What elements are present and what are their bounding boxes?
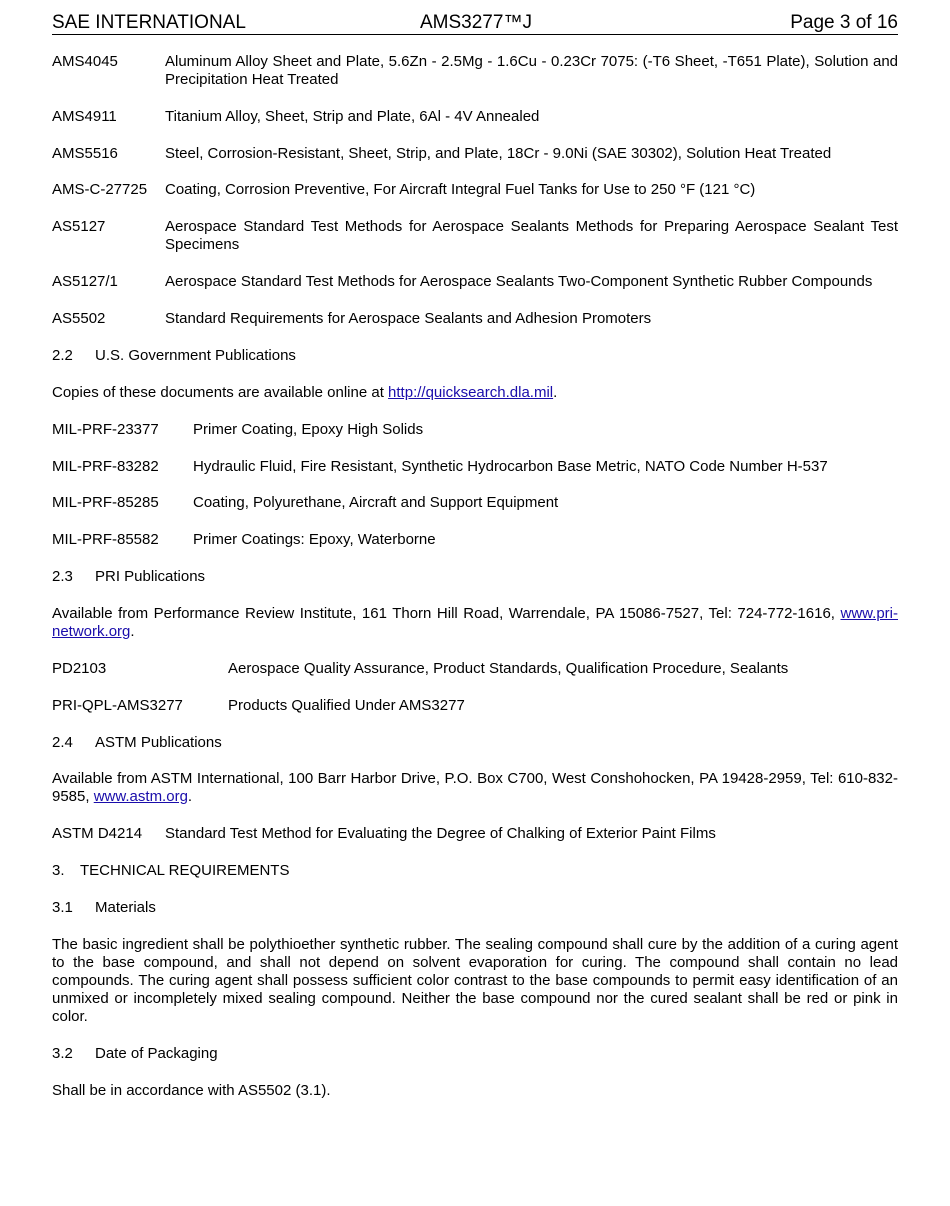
availability-end: . [130,623,135,640]
reference-title: Coating, Polyurethane, Aircraft and Support Equipment [193,494,559,511]
materials-paragraph: The basic ingredient shall be polythioether synthetic rubber. The sealing compound shall cure by the addition of a curing agent to the base compound, and shall not depend on solvent evaporation for curing. The compound shall contain no lead compounds. The curing agent shall possess sufficient color contrast to the base compounds to permit easy identification of an unmixed or incompletely mixed sealing compound. Neither the base compound nor the cured sealant shall be red or pink in color. [52,936,898,1025]
reference-code: MIL-PRF-23377 [52,421,159,438]
reference-title: Aerospace Quality Assurance, Product Standards, Qualification Procedure, Sealants [228,660,789,677]
reference-title: Primer Coating, Epoxy High Solids [193,421,424,438]
section-heading [52,568,898,586]
reference-code: AS5127/1 [52,273,118,290]
header-org: SAE INTERNATIONAL [52,12,246,33]
quicksearch-link[interactable]: http://quicksearch.dla.mil [388,384,554,401]
section-number: 2.2 [52,347,73,364]
reference-code: AMS4911 [52,108,117,125]
reference-code: PD2103 [52,660,107,677]
reference-title: Steel, Corrosion-Resistant, Sheet, Strip, and Plate, 18Cr - 9.0Ni (SAE 30302), Solution Heat Treated [165,145,832,162]
section-number: 3. [52,862,65,879]
reference-code: AS5127 [52,218,106,235]
reference-code: MIL-PRF-85582 [52,531,159,548]
section-heading [52,899,898,917]
section-title: U.S. Government Publications [95,347,296,364]
reference-code: AMS5516 [52,145,118,162]
availability-note [52,384,898,402]
section-number: 3.2 [52,1045,73,1062]
reference-title: Coating, Corrosion Preventive, For Aircraft Integral Fuel Tanks for Use to 250 °F (121 °C) [165,181,756,198]
astm-link[interactable]: www.astm.org [93,788,188,805]
section-title: TECHNICAL REQUIREMENTS [80,862,290,879]
reference-title: Titanium Alloy, Sheet, Strip and Plate, 6Al - 4V Annealed [165,108,540,125]
reference-code: PRI-QPL-AMS3277 [52,697,183,714]
reference-title: Aluminum Alloy Sheet and Plate, 5.6Zn - 2.5Mg - 1.6Cu - 0.23Cr 7075: (-T6 Sheet, -T651 Plate), Solution and Precipitation Heat Treated [165,53,898,88]
reference-title: Aerospace Standard Test Methods for Aerospace Sealants Methods for Preparing Aerospace Sealant Test Specimens [165,218,898,253]
reference-title: Aerospace Standard Test Methods for Aerospace Sealants Two-Component Synthetic Rubber Compounds [165,273,873,290]
availability-text: Available from Performance Review Institute, 161 Thorn Hill Road, Warrendale, PA 15086-7527, Tel: 724-772-1616, [52,605,841,622]
section-title: Date of Packaging [95,1045,218,1062]
packaging-paragraph: Shall be in accordance with AS5502 (3.1). [52,1082,331,1099]
header-page-number: Page 3 of 16 [790,12,898,33]
header-doc-id: AMS3277™J [420,12,532,33]
availability-end: . [187,788,193,805]
reference-code: MIL-PRF-83282 [52,458,159,475]
reference-entry [52,53,898,89]
section-heading [52,734,898,752]
section-title: ASTM Publications [95,734,222,751]
reference-code: MIL-PRF-85285 [52,494,159,511]
section-title: PRI Publications [95,568,206,585]
reference-entry [52,218,898,254]
section-title: Materials [95,899,156,916]
reference-code: ASTM D4214 [52,825,143,842]
availability-note [52,770,898,806]
availability-note [52,605,898,641]
reference-title: Products Qualified Under AMS3277 [228,697,465,714]
section-heading [52,1045,898,1063]
reference-title: Standard Test Method for Evaluating the Degree of Chalking of Exterior Paint Films [165,825,716,842]
reference-code: AMS4045 [52,53,118,70]
availability-text: Copies of these documents are available online at [52,384,389,401]
section-number: 3.1 [52,899,73,916]
page-header [52,12,898,35]
section-number: 2.3 [52,568,73,585]
reference-title: Primer Coatings: Epoxy, Waterborne [193,531,436,548]
reference-code: AMS-C-27725 [52,181,148,198]
reference-title: Standard Requirements for Aerospace Sealants and Adhesion Promoters [165,310,652,327]
reference-code: AS5502 [52,310,106,327]
availability-text: Available from ASTM International, 100 Barr Harbor Drive, P.O. Box C700, West Conshohocken, PA 19428-2959, Tel: 610-832-9585, [52,770,898,805]
pri-network-link[interactable]: www.pri-network.org [52,605,898,640]
section-number: 2.4 [52,734,73,751]
reference-title: Hydraulic Fluid, Fire Resistant, Synthetic Hydrocarbon Base Metric, NATO Code Number H-537 [193,458,828,475]
section-heading [52,347,898,365]
availability-end: . [553,384,558,401]
section-heading [52,862,898,880]
